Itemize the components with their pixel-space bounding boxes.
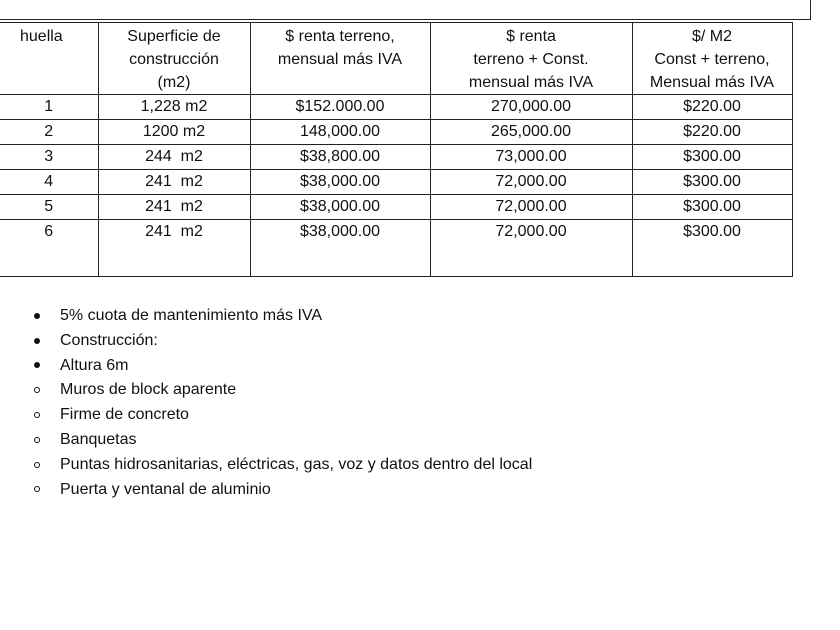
cell-superficie: 1200 m2 [98,120,250,145]
header-line: Superficie de [127,28,221,45]
cell-renta-terreno-const: 265,000.00 [430,120,632,145]
list-item [0,403,532,428]
bullet-icon [30,329,44,354]
header-line: construcción [129,51,219,68]
cell-renta-terreno-const: 72,000.00 [430,220,632,277]
cell-precio-m2: $300.00 [632,170,792,195]
header-line: mensual más IVA [277,51,403,68]
list-item [0,478,532,503]
notes-list [0,304,532,502]
header-huella [0,23,98,95]
list-item [0,378,532,403]
list-item-text: Banquetas [60,430,137,448]
list-item [0,354,532,379]
header-line: Const + terreno, [654,51,770,68]
table-row [0,145,792,170]
list-item-text: Puntas hidrosanitarias, eléctricas, gas, voz y datos dentro del local [60,455,533,473]
cell-precio-m2: $220.00 [632,95,792,120]
cell-huella: 5 [0,195,98,220]
list-item-text: 5% cuota de mantenimiento más IVA [60,307,323,324]
cell-superficie: 241 m2 [98,195,250,220]
cell-renta-terreno: $38,800.00 [250,145,430,170]
header-line: Mensual más IVA [649,74,775,91]
list-item-text: Firme de concreto [60,406,189,424]
cell-superficie: 244 m2 [98,145,250,170]
list-item [0,453,532,478]
cell-huella: 3 [0,145,98,170]
list-item [0,304,532,329]
header-precio-m2 [632,23,792,95]
header-line: terreno + Const. [473,51,589,68]
bullet-icon [30,304,44,329]
cell-renta-terreno: $152.000.00 [250,95,430,120]
list-item [0,428,532,453]
circle-bullet-icon [30,453,44,478]
header-line: $/ M2 [691,28,732,45]
header-renta-terreno-const [430,23,632,95]
cell-huella: 1 [0,95,98,120]
cell-renta-terreno: 148,000.00 [250,120,430,145]
circle-bullet-icon [30,403,44,428]
list-item [0,329,532,354]
cell-precio-m2: $220.00 [632,120,792,145]
cell-huella: 2 [0,120,98,145]
list-item-text: Puerta y ventanal de aluminio [60,480,271,498]
cell-superficie: 241 m2 [98,220,250,277]
list-item-text: Construcción: [60,331,158,349]
table-row [0,170,792,195]
rent-table [0,22,793,277]
cell-precio-m2: $300.00 [632,195,792,220]
table-row [0,95,792,120]
circle-bullet-icon [30,478,44,503]
table-row [0,120,792,145]
cell-superficie: 241 m2 [98,170,250,195]
top-frame-border [0,0,811,20]
header-line: huella [20,28,63,45]
cell-renta-terreno: $38,000.00 [250,170,430,195]
bullet-icon [30,354,44,379]
cell-precio-m2: $300.00 [632,220,792,277]
cell-huella: 6 [0,220,98,277]
list-item-text: Muros de block aparente [60,381,237,399]
cell-renta-terreno: $38,000.00 [250,220,430,277]
cell-renta-terreno-const: 72,000.00 [430,170,632,195]
table-header-row [0,23,792,95]
header-line: (m2) [157,74,191,91]
header-renta-terreno [250,23,430,95]
cell-renta-terreno-const: 73,000.00 [430,145,632,170]
table-row [0,195,792,220]
cell-renta-terreno-const: 72,000.00 [430,195,632,220]
header-line: mensual más IVA [468,74,594,91]
cell-precio-m2: $300.00 [632,145,792,170]
cell-huella: 4 [0,170,98,195]
circle-bullet-icon [30,378,44,403]
cell-superficie: 1,228 m2 [98,95,250,120]
header-line: $ renta [506,28,556,45]
circle-bullet-icon [30,428,44,453]
table-row [0,220,792,277]
list-item-text: Altura 6m [60,356,129,374]
cell-renta-terreno-const: 270,000.00 [430,95,632,120]
header-superficie [98,23,250,95]
cell-renta-terreno: $38,000.00 [250,195,430,220]
header-line: $ renta terreno, [285,28,395,45]
